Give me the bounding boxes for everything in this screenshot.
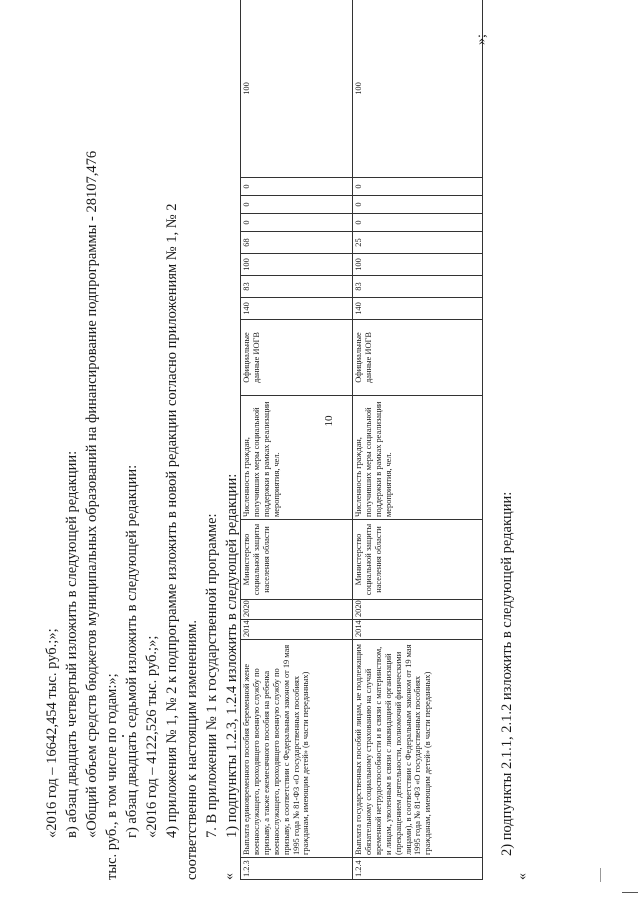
text-line-1: «2016 год – 16642,454 тыс. руб.;»; xyxy=(44,628,60,838)
cell-value-7: 0 xyxy=(241,178,353,196)
text-line-3: «Общий объем средств бюджетов муниципальных образований на финансирование подпрограммы - 28107,476 xyxy=(84,150,100,838)
cell-end-year: 2020 xyxy=(353,600,483,620)
text-line-tail: 2) подпункты 2.1.1, 2.1.2 изложить в следующей редакции: xyxy=(499,491,515,856)
scan-speck xyxy=(122,735,124,737)
cell-name: Выплата государственных пособий лицам, не подлежащим обязательному социальному страхованию на случай временной нетрудоспособности и в связи с материнством, и лицам, уволенным в связи с ликвидацией организаций (прекращением деятельности, полномочий физическими лицами), в соответствии с Федеральным законом от 19 мая 1995 года № 81-ФЗ «О государственных пособиях гражданам, имеющим детей» (в части переданных) xyxy=(353,640,483,858)
cell-source: Официальные данные ИОГВ xyxy=(241,320,353,396)
close-quote: »; xyxy=(474,34,489,45)
table-row xyxy=(241,0,353,880)
cell-value-3: 100 xyxy=(353,254,483,276)
text-line-4: тыс. руб., в том числе по годам:»; xyxy=(104,673,120,880)
cell-value-6: 0 xyxy=(241,196,353,214)
cell-value-2: 83 xyxy=(241,276,353,298)
tail-quote: « xyxy=(515,873,530,880)
open-quote: « xyxy=(222,873,237,880)
cell-value-4: 68 xyxy=(241,232,353,254)
cell-indicator: Численность граждан, получивших меры социальной поддержки в рамках реализации мероприятия, чел. xyxy=(353,396,483,520)
cell-value-2: 83 xyxy=(353,276,483,298)
cell-value-5: 0 xyxy=(241,214,353,232)
page-number: 10 xyxy=(323,415,335,427)
text-line-5: г) абзац двадцать седьмой изложить в следующей редакции: xyxy=(124,464,140,838)
cell-executor: Министерство социальной защиты населения области xyxy=(241,520,353,600)
cell-value-4: 25 xyxy=(353,232,483,254)
measures-table xyxy=(240,0,483,880)
text-line-9: 7. В приложении № 1 к государственной программе: xyxy=(204,513,220,838)
text-line-7: 4) приложения № 1, № 2 к подпрограмме изложить в новой редакции согласно приложениям № 1, № 2 xyxy=(164,203,180,838)
cell-value-8: 100 xyxy=(241,0,353,178)
cell-value-1: 140 xyxy=(241,298,353,320)
cell-value-1: 140 xyxy=(353,298,483,320)
table-row xyxy=(353,0,483,880)
cell-value-5: 0 xyxy=(353,214,483,232)
cell-source: Официальные данные ИОГВ xyxy=(353,320,483,396)
scan-edge-mark xyxy=(600,868,601,882)
text-line-10: 1) подпункты 1.2.3, 1.2.4 изложить в следующей редакции: xyxy=(224,473,240,838)
cell-value-3: 100 xyxy=(241,254,353,276)
cell-value-8: 100 xyxy=(353,0,483,178)
rotated-content xyxy=(42,20,602,880)
cell-end-year: 2020 xyxy=(241,600,353,620)
text-line-2: в) абзац двадцать четвертый изложить в следующей редакции: xyxy=(64,450,80,838)
cell-start-year: 2014 xyxy=(241,620,353,640)
cell-value-6: 0 xyxy=(353,196,483,214)
cell-value-7: 0 xyxy=(353,178,483,196)
cell-start-year: 2014 xyxy=(353,620,483,640)
cell-indicator: Численность граждан, получивших меры социальной поддержки в рамках реализации мероприятия, чел. xyxy=(241,396,353,520)
text-line-8: соответственно к настоящим изменениям. xyxy=(184,619,200,880)
cell-name: Выплата единовременного пособия беременной жене военнослужащего, проходящего военную службу по призыву, а также ежемесячного пособия на ребенка военнослужащего, проходящего военную службу по призыву, в соответствии с Федеральным законом от 19 мая 1995 года № 81-ФЗ «О государственных пособиях гражданам, имеющим детей» (в части переданных) xyxy=(241,640,353,858)
cell-num: 1.2.3 xyxy=(241,858,353,880)
cell-executor: Министерство социальной защиты населения области xyxy=(353,520,483,600)
cell-num: 1.2.4 xyxy=(353,858,483,880)
text-line-6: «2016 год – 4122,526 тыс. руб.;»; xyxy=(144,635,160,838)
scan-edge-mark xyxy=(622,892,638,893)
